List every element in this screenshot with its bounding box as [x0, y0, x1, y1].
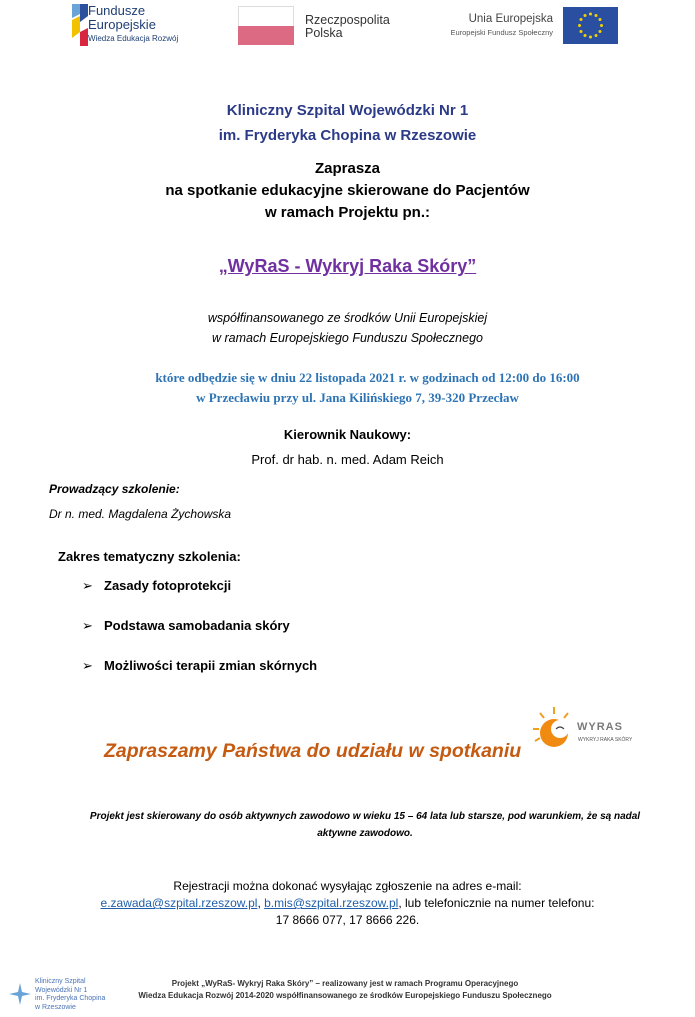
eu-logo-text: [428, 12, 553, 40]
hospital-star-icon: [8, 982, 32, 1006]
hospital-line1: Kliniczny Szpital Wojewódzki Nr 1: [226, 102, 469, 119]
wyras-logo-text: WYRAS: [577, 721, 623, 733]
fe-line1: Fundusze: [88, 3, 146, 18]
scientific-lead-name: Prof. dr hab. n. med. Adam Reich: [251, 452, 444, 467]
hospital-footer-logo: [8, 978, 108, 1012]
event-date-line: które odbędzie się w dniu 22 listopada 2021 r. w godzinach od 12:00 do 16:00: [155, 370, 580, 385]
cofinancing-text: [0, 308, 695, 348]
project-title: „WyRaS - Wykryj Raka Skóry”: [218, 256, 477, 276]
list-item: [82, 578, 231, 594]
ue-line2: Europejski Fundusz Społeczny: [450, 28, 553, 37]
hospital-line2: im. Fryderyka Chopina w Rzeszowie: [218, 127, 477, 144]
footer-logo-line1: Kliniczny Szpital: [35, 978, 86, 985]
trainer-label: Prowadzący szkolenie:: [49, 482, 180, 496]
footer-logo-line2: Wojewódzki Nr 1: [35, 986, 88, 994]
phone-numbers: 17 8666 077, 17 8666 226.: [275, 913, 420, 927]
invitation-text: [0, 158, 695, 224]
phone-intro: , lub telefonicznie na numer telefonu:: [398, 896, 595, 910]
hospital-name: [0, 98, 695, 148]
registration-intro: Rejestracji można dokonać wysyłając zgłoszenie na adres e-mail:: [173, 879, 522, 893]
event-details: [0, 368, 695, 408]
sun-icon: [530, 705, 580, 755]
rzeczpospolita-logo-text: [305, 14, 390, 40]
list-item: [82, 618, 290, 634]
polish-flag-icon: [238, 6, 294, 44]
pl-line2: Polska: [305, 26, 343, 40]
list-item: [82, 658, 317, 674]
invite-line3: w ramach Projektu pn.:: [264, 204, 431, 221]
email-link-zawada[interactable]: e.zawada@szpital.rzeszow.pl: [100, 896, 258, 910]
closing-invitation: Zapraszamy Państwa do udziału w spotkaniu: [104, 740, 522, 762]
note-line2: aktywne zawodowo.: [317, 828, 413, 839]
cofin-line1: współfinansowanego ze środków Unii Europejskiej: [207, 311, 488, 325]
email-separator: ,: [257, 896, 265, 910]
footer-text: [100, 978, 590, 1002]
arrow-bullet-icon: ➢: [82, 578, 93, 593]
arrow-bullet-icon: ➢: [82, 658, 93, 673]
scientific-lead-label: Kierownik Naukowy:: [283, 427, 412, 442]
note-line1: Projekt jest skierowany do osób aktywnych zawodowo w wieku 15 – 64 lata lub starsze, pod warunkiem, że są nadal: [89, 811, 641, 822]
invite-line2: na spotkanie edukacyjne skierowane do Pacjentów: [165, 182, 530, 199]
topics-label: Zakres tematyczny szkolenia:: [58, 549, 241, 564]
eu-flag-icon: [563, 7, 618, 44]
footer-logo-text: [35, 978, 105, 1012]
ue-line1: Unia Europejska: [468, 13, 553, 25]
topic-3: Możliwości terapii zmian skórnych: [104, 658, 318, 673]
footer-logo-line4: w Rzeszowie: [35, 1003, 76, 1011]
trainer-name: Dr n. med. Magdalena Żychowska: [49, 507, 232, 521]
footer-line1: Projekt „WyRaS- Wykryj Raka Skóry” – realizowany jest w ramach Programu Operacyjnego: [171, 979, 519, 988]
cofin-line2: w ramach Europejskiego Funduszu Społecznego: [212, 331, 483, 345]
topic-2: Podstawa samobadania skóry: [104, 618, 290, 633]
wyras-logo-tagline: WYKRYJ RAKA SKÓRY: [578, 737, 633, 743]
pl-line1: Rzeczpospolita: [305, 13, 390, 27]
registration-contacts: [0, 895, 695, 912]
arrow-bullet-icon: ➢: [82, 618, 93, 633]
fe-line2: Europejskie: [88, 17, 156, 32]
fundusze-europejskie-logo: [70, 2, 220, 52]
footer-line2: Wiedza Edukacja Rozwój 2014-2020 współfinansowanego ze środków Europejskiego Funduszu Społecznego: [138, 991, 552, 1000]
invite-line1: Zaprasza: [314, 160, 381, 177]
fe-line3: Wiedza Edukacja Rozwój: [88, 34, 179, 43]
email-link-mis[interactable]: b.mis@szpital.rzeszow.pl: [264, 896, 399, 910]
topic-1: Zasady fotoprotekcji: [104, 578, 232, 593]
eligibility-note: [55, 808, 675, 842]
footer-logo-line3: im. Fryderyka Chopina: [35, 995, 106, 1002]
registration-info: [0, 878, 695, 929]
fe-logo-text: [88, 4, 178, 46]
event-place-line: w Przecławiu przy ul. Jana Kilińskiego 7, 39-320 Przecław: [196, 390, 519, 405]
fe-star-icon: [70, 2, 90, 48]
